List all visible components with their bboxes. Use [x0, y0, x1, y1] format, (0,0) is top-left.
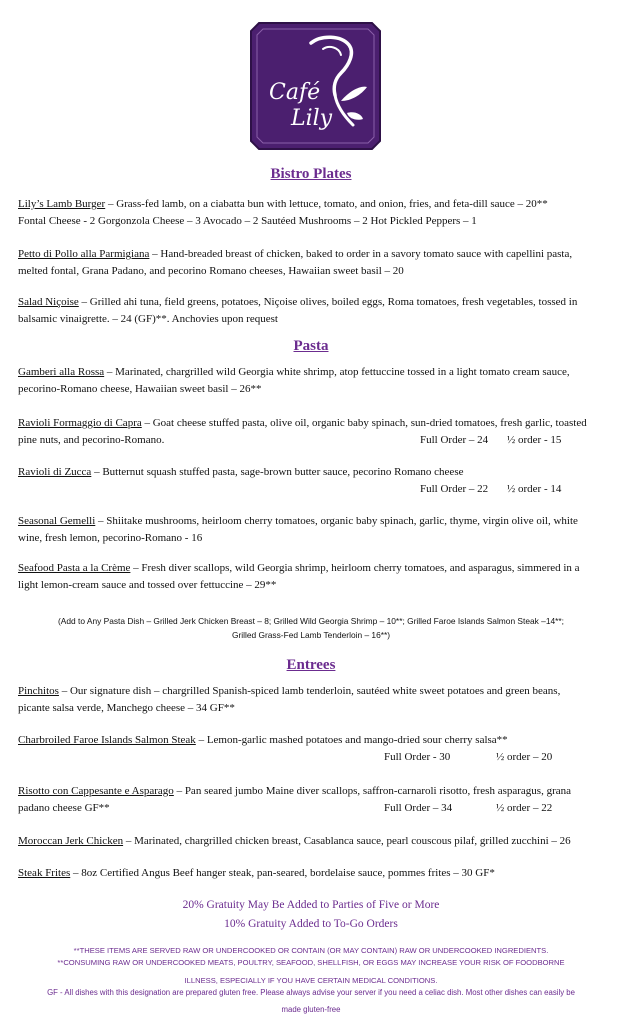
item-name: Petto di Pollo alla Parmigiana — [18, 248, 150, 260]
item-desc-2: pine nuts, and pecorino-Romano. — [18, 434, 165, 446]
item-desc-2: balsamic vinaigrette. – 24 (GF)**. Anchovies upon request — [18, 313, 278, 325]
logo-text-cafe: Café — [269, 80, 321, 105]
half-order-price: ½ order – 20 — [496, 751, 553, 763]
half-order-price: ½ order - 15 — [507, 434, 562, 446]
full-order-price: Full Order – 34 — [384, 802, 453, 814]
item-name: Moroccan Jerk Chicken — [18, 835, 124, 847]
item-desc: – Marinated, chargrilled wild Georgia white shrimp, atop fettuccine tossed in a light tomato cream sauce, — [104, 366, 570, 378]
section-title-pasta: Pasta — [293, 338, 329, 354]
item-desc: – Grass-fed lamb, on a ciabatta bun with lettuce, tomato, and onion, fries, and feta-dill sauce – 20** — [105, 198, 548, 210]
menu-item-seafood-pasta — [18, 560, 614, 594]
gratuity-notes — [0, 896, 622, 934]
menu-item-petto — [18, 246, 614, 280]
gf-line-1: GF - All dishes with this designation are prepared gluten free. Please always advise your server if you need a celiac dish. Most other dishes can easily be — [47, 988, 575, 997]
addon-line-2: Grilled Grass-Fed Lamb Tenderloin – 16**) — [231, 630, 391, 640]
menu-item-ravioli-capra — [18, 415, 614, 449]
item-desc-2: pecorino-Romano cheese, Hawaiian sweet basil – 26** — [18, 383, 262, 395]
full-order-price: Full Order - 30 — [384, 751, 451, 763]
menu-item-steak-frites — [18, 865, 614, 882]
gratuity-line-2: 10% Gratuity Added to To-Go Orders — [224, 918, 398, 930]
item-desc-2: melted fontal, Grana Padano, and pecorino Romano cheeses, Hawaiian sweet basil – 20 — [18, 265, 404, 277]
menu-item-risotto — [18, 783, 614, 817]
item-name: Ravioli Formaggio di Capra — [18, 417, 142, 429]
item-desc: – Marinated, chargrilled chicken breast, Casablanca sauce, pearl couscous pilaf, grilled zucchini – 26 — [123, 835, 571, 847]
item-name: Salad Niçoise — [18, 296, 79, 308]
item-name: Ravioli di Zucca — [18, 466, 92, 478]
item-name: Gamberi alla Rossa — [18, 366, 105, 378]
menu-item-lamb-burger — [18, 196, 614, 230]
item-name: Seasonal Gemelli — [18, 515, 96, 527]
item-desc: – Butternut squash stuffed pasta, sage-brown butter sauce, pecorino Romano cheese — [91, 466, 464, 478]
gluten-free-note — [0, 984, 622, 1018]
item-name: Charbroiled Faroe Islands Salmon Steak — [18, 734, 196, 746]
menu-item-gamberi — [18, 364, 614, 398]
raw-food-warning — [0, 945, 622, 987]
half-order-price: ½ order - 14 — [507, 483, 562, 495]
menu-item-pinchitos — [18, 683, 614, 717]
item-desc-2: light lemon-cream sauce and tossed over fettuccine – 29** — [18, 579, 277, 591]
gf-line-2: made gluten-free — [281, 1005, 341, 1014]
item-desc-2: wine, fresh lemon, pecorino-Romano - 16 — [18, 532, 203, 544]
pasta-addons — [0, 614, 622, 642]
item-desc: – Goat cheese stuffed pasta, olive oil, organic baby spinach, sun-dried tomatoes, fresh garlic, toasted — [141, 417, 587, 429]
menu-item-gemelli — [18, 513, 614, 547]
section-title-entrees: Entrees — [286, 657, 336, 673]
warning-line-1: **THESE ITEMS ARE SERVED RAW OR UNDERCOOKED OR CONTAIN (OR MAY CONTAIN) RAW OR UNDERCOOKED INGREDIENTS. — [73, 946, 549, 955]
item-desc: – Shiitake mushrooms, heirloom cherry tomatoes, organic baby spinach, garlic, thyme, virgin olive oil, white — [95, 515, 578, 527]
warning-line-2: **CONSUMING RAW OR UNDERCOOKED MEATS, POULTRY, SEAFOOD, SHELLFISH, OR EGGS MAY INCREASE YOUR RISK OF FOODBORNE — [57, 958, 565, 967]
full-order-price: Full Order – 24 — [420, 434, 489, 446]
item-desc: – Lemon-garlic mashed potatoes and mango-dried sour cherry salsa** — [195, 734, 508, 746]
item-desc-2: picante salsa verde, Manchego cheese – 34 GF** — [18, 702, 235, 714]
item-name: Risotto con Cappesante e Asparago — [18, 785, 174, 797]
item-name: Steak Frites — [18, 867, 71, 879]
item-name: Pinchitos — [18, 685, 59, 697]
item-name: Lily’s Lamb Burger — [18, 198, 106, 210]
item-desc: – Our signature dish – chargrilled Spanish-spiced lamb tenderloin, sautéed white sweet potatoes and green beans, — [58, 685, 561, 697]
item-desc: – Hand-breaded breast of chicken, baked to order in a savory tomato sauce with capellini pasta, — [149, 248, 573, 260]
item-name: Seafood Pasta a la Crème — [18, 562, 131, 574]
menu-item-salmon — [18, 732, 614, 766]
logo-text-lily: Lily — [291, 106, 333, 131]
item-extras: Fontal Cheese - 2 Gorgonzola Cheese – 3 Avocado – 2 Sautéed Mushrooms – 2 Hot Pickled Peppers – 1 — [18, 215, 477, 227]
cafe-lily-logo — [249, 21, 382, 151]
item-desc: – Fresh diver scallops, wild Georgia shrimp, heirloom cherry tomatoes, and asparagus, simmered in a — [130, 562, 580, 574]
gratuity-line-1: 20% Gratuity May Be Added to Parties of Five or More — [182, 899, 440, 911]
item-desc: – Pan seared jumbo Maine diver scallops, saffron-carnaroli risotto, fresh asparagus, grana — [173, 785, 572, 797]
addon-line-1: (Add to Any Pasta Dish – Grilled Jerk Chicken Breast – 8; Grilled Wild Georgia Shrimp – 10**; Grilled Faroe Islands Salmon Steak –14**; — [58, 616, 564, 626]
menu-item-jerk-chicken — [18, 833, 614, 850]
menu-item-ravioli-zucca — [18, 464, 614, 498]
item-desc-2: padano cheese GF** — [18, 802, 110, 814]
item-desc: – Grilled ahi tuna, field greens, potatoes, Niçoise olives, boiled eggs, Roma tomatoes, fresh vegetables, tossed in — [78, 296, 578, 308]
full-order-price: Full Order – 22 — [420, 483, 489, 495]
item-desc: – 8oz Certified Angus Beef hanger steak, pan-seared, bordelaise sauce, pommes frites – 30 GF* — [70, 867, 495, 879]
warning-line-3: ILLNESS, ESPECIALLY IF YOU HAVE CERTAIN MEDICAL CONDITIONS. — [184, 976, 438, 985]
half-order-price: ½ order – 22 — [496, 802, 553, 814]
lily-flower-icon — [249, 21, 382, 151]
section-title-bistro: Bistro Plates — [270, 166, 352, 182]
menu-item-nicoise — [18, 294, 614, 328]
